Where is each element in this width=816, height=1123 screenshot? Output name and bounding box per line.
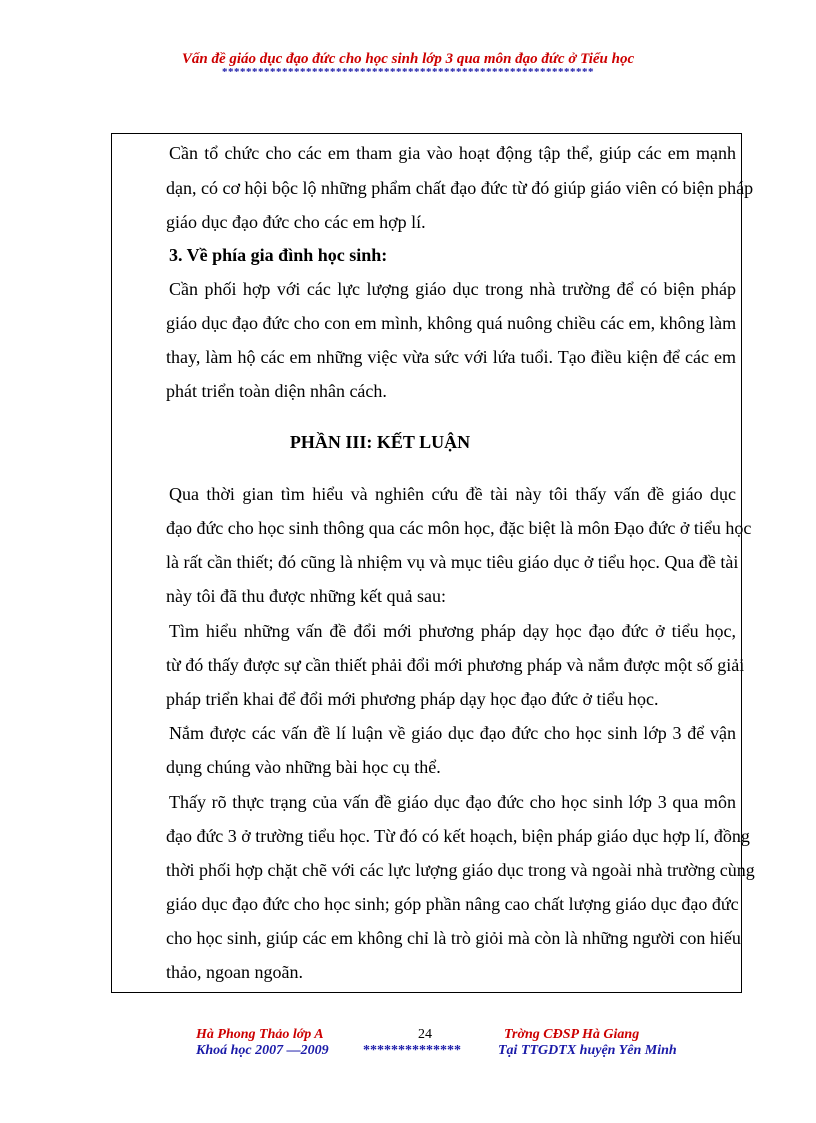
paragraph-line: Cần phối hợp với các lực lượng giáo dục trong nhà trường để có biện pháp xyxy=(169,279,736,299)
paragraph-line: Tìm hiểu những vấn đề đổi mới phương pháp dạy học đạo đức ở tiểu học, xyxy=(169,621,736,641)
paragraph-line: Thấy rõ thực trạng của vấn đề giáo dục đạo đức cho học sinh lớp 3 qua môn xyxy=(169,792,736,812)
paragraph-line: giáo dục đạo đức cho con em mình, không quá nuông chiều các em, không làm xyxy=(166,313,737,333)
paragraph-line: pháp triển khai để đổi mới phương pháp dạy học đạo đức ở tiểu học. xyxy=(166,689,659,709)
page-number: 24 xyxy=(418,1027,432,1042)
paragraph-line: Nắm được các vấn đề lí luận về giáo dục đạo đức cho học sinh lớp 3 để vận xyxy=(169,723,736,743)
header-stars-divider: ************************************************************** xyxy=(222,66,594,78)
paragraph-line: là rất cần thiết; đó cũng là nhiệm vụ và mục tiêu giáo dục ở tiểu học. Qua đề tài xyxy=(166,552,739,572)
footer-author: Hà Phong Thảo lớp A xyxy=(196,1027,324,1042)
section-title: PHẦN III: KẾT LUẬN xyxy=(289,432,471,452)
footer-course: Khoá học 2007 —2009 xyxy=(196,1043,329,1058)
paragraph-line: thảo, ngoan ngoãn. xyxy=(166,962,303,982)
paragraph-line: phát triển toàn diện nhân cách. xyxy=(166,381,387,401)
subheading: 3. Về phía gia đình học sinh: xyxy=(169,245,388,265)
paragraph-line: giáo dục đạo đức cho học sinh; góp phần nâng cao chất lượng giáo dục đạo đức xyxy=(166,894,739,914)
paragraph-line: từ đó thấy được sự cần thiết phải đổi mới phương pháp và nắm được một số giải xyxy=(166,655,745,675)
paragraph-line: Cần tổ chức cho các em tham gia vào hoạt động tập thể, giúp các em mạnh xyxy=(169,143,736,163)
paragraph-line: thời phối hợp chặt chẽ với các lực lượng giáo dục trong và ngoài nhà trường cùng xyxy=(166,860,755,880)
paragraph-line: Qua thời gian tìm hiểu và nghiên cứu đề tài này tôi thấy vấn đề giáo dục xyxy=(169,484,736,504)
paragraph-line: đạo đức cho học sinh thông qua các môn học, đặc biệt là môn Đạo đức ở tiểu học xyxy=(166,518,752,538)
footer-school: Trờng CĐSP Hà Giang xyxy=(504,1027,640,1042)
paragraph-line: thay, làm hộ các em những việc vừa sức với lứa tuổi. Tạo điều kiện để các em xyxy=(166,347,736,367)
paragraph-line: giáo dục đạo đức cho các em hợp lí. xyxy=(166,212,426,232)
footer-location: Tại TTGDTX huyện Yên Minh xyxy=(498,1043,677,1058)
paragraph-line: cho học sinh, giúp các em không chỉ là trò giỏi mà còn là những người con hiếu xyxy=(166,928,741,948)
footer-stars: ************** xyxy=(363,1043,461,1058)
paragraph-line: dụng chúng vào những bài học cụ thể. xyxy=(166,757,441,777)
paragraph-line: dạn, có cơ hội bộc lộ những phẩm chất đạo đức từ đó giúp giáo viên có biện pháp xyxy=(166,178,754,198)
paragraph-line: này tôi đã thu được những kết quả sau: xyxy=(166,586,446,606)
paragraph-line: đạo đức 3 ở trường tiểu học. Từ đó có kết hoạch, biện pháp giáo dục hợp lí, đồng xyxy=(166,826,750,846)
header-title: Vấn đề giáo dục đạo đức cho học sinh lớp 3 qua môn đạo đức ở Tiểu học xyxy=(181,51,635,67)
